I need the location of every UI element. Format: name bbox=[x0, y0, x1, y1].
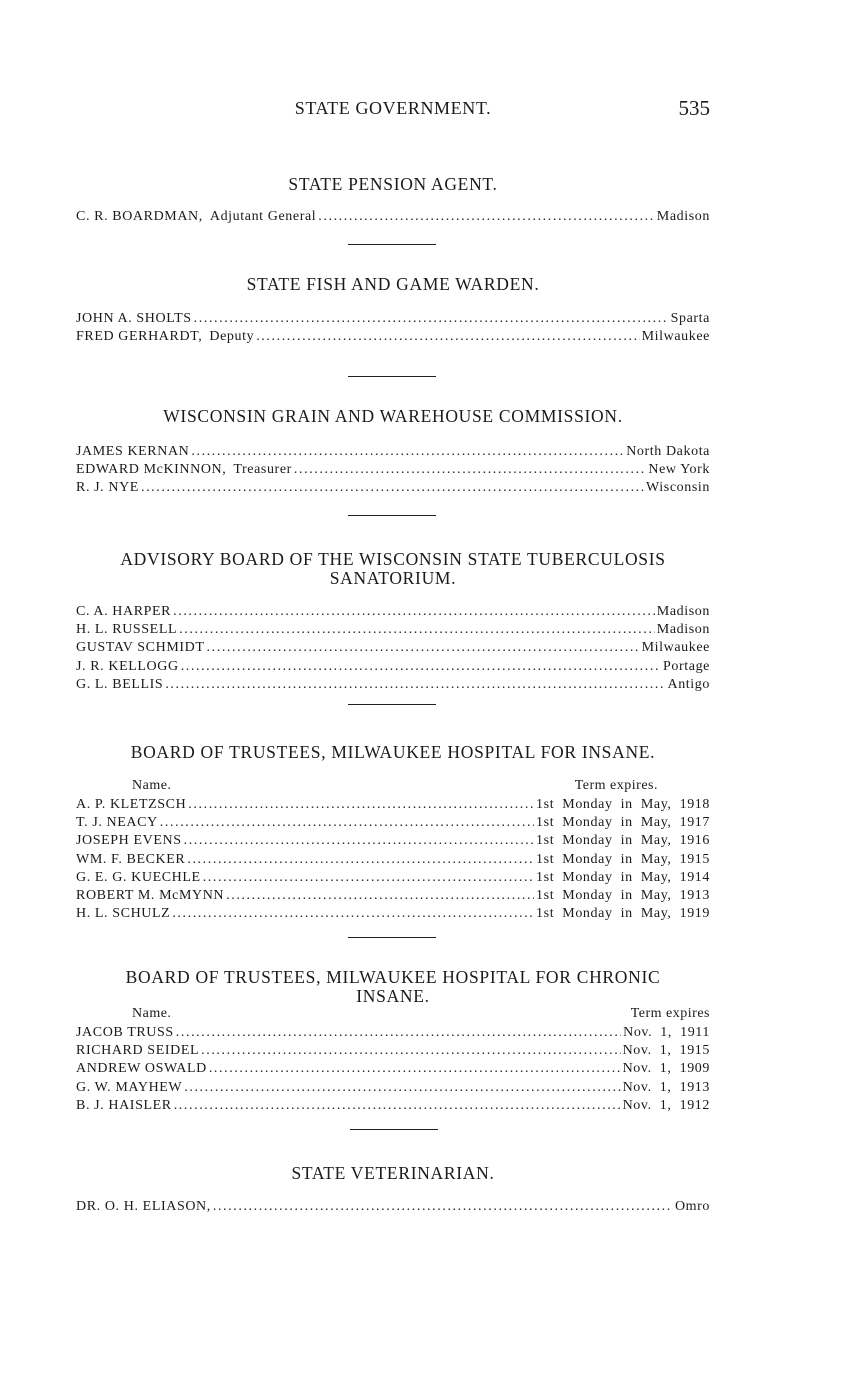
entry-list bbox=[76, 208, 710, 226]
dot-leader bbox=[256, 328, 639, 346]
dot-leader bbox=[187, 851, 534, 869]
entry-name: R. J. NYE bbox=[76, 480, 139, 496]
entry-place: North Dakota bbox=[626, 444, 710, 459]
section-divider bbox=[348, 515, 436, 516]
dot-leader bbox=[141, 479, 644, 497]
entry-term: 1st Monday in May, 1918 bbox=[536, 797, 710, 812]
section-pension-agent bbox=[76, 175, 710, 226]
section-title: STATE PENSION AGENT. bbox=[288, 174, 498, 194]
dot-leader bbox=[226, 887, 534, 905]
dot-leader bbox=[172, 905, 534, 923]
dot-leader bbox=[201, 1042, 620, 1060]
section-title: BOARD OF TRUSTEES, MILWAUKEE HOSPITAL FOR INSANE. bbox=[130, 742, 656, 762]
section-title-line: INSANE. bbox=[356, 986, 430, 1006]
entry-list bbox=[76, 1198, 710, 1216]
entry-row bbox=[76, 814, 710, 832]
dot-leader bbox=[294, 461, 647, 479]
section-title: STATE VETERINARIAN. bbox=[291, 1163, 495, 1183]
section-grain-warehouse bbox=[76, 407, 710, 498]
dot-leader bbox=[191, 443, 624, 461]
entry-term: Nov. 1, 1909 bbox=[622, 1061, 710, 1077]
entry-term: 1st Monday in May, 1917 bbox=[536, 815, 710, 831]
entry-row bbox=[76, 869, 710, 887]
entry-row bbox=[76, 1060, 710, 1078]
dot-leader bbox=[165, 676, 665, 694]
entry-term: Nov. 1, 1915 bbox=[622, 1043, 710, 1059]
entry-term: 1st Monday in May, 1913 bbox=[536, 888, 710, 904]
entry-row bbox=[76, 1097, 710, 1115]
entry-place: Antigo bbox=[667, 676, 710, 692]
entry-name: J. R. KELLOGG bbox=[76, 658, 179, 674]
running-head-title: STATE GOVERNMENT. bbox=[294, 98, 492, 118]
section-title-line: ADVISORY BOARD OF THE WISCONSIN STATE TUBERCULOSIS bbox=[120, 549, 666, 569]
entry-row bbox=[76, 851, 710, 869]
document-page bbox=[76, 0, 710, 1380]
section-divider bbox=[350, 1129, 438, 1130]
entry-place: Portage bbox=[663, 658, 710, 674]
entry-list bbox=[76, 603, 710, 694]
entry-name: G. E. G. KUECHLE bbox=[76, 869, 201, 885]
page-number: 535 bbox=[678, 96, 710, 120]
entry-name: EDWARD McKINNON, bbox=[76, 462, 227, 478]
entry-row bbox=[76, 658, 710, 676]
dot-leader bbox=[184, 832, 534, 850]
section-trustees-insane bbox=[76, 743, 710, 923]
entry-name: G. L. BELLIS bbox=[76, 676, 164, 692]
section-state-veterinarian bbox=[76, 1164, 710, 1216]
entry-row bbox=[76, 832, 710, 850]
entry-list bbox=[76, 310, 710, 346]
entry-name: WM. F. BECKER bbox=[76, 851, 186, 867]
entry-name: JOHN A. SHOLTS bbox=[76, 311, 192, 326]
entry-name: B. J. HAISLER bbox=[76, 1097, 172, 1113]
entry-name: JOSEPH EVENS bbox=[76, 833, 182, 849]
entry-row bbox=[76, 905, 710, 923]
entry-place: Sparta bbox=[670, 311, 710, 326]
entry-row bbox=[76, 621, 710, 639]
entry-row bbox=[76, 796, 710, 814]
column-header-name: Name. bbox=[132, 1006, 172, 1021]
dot-leader bbox=[173, 603, 655, 621]
section-title bbox=[76, 550, 710, 588]
dot-leader bbox=[179, 621, 655, 639]
entry-name: G. W. MAYHEW bbox=[76, 1079, 183, 1095]
entry-term: 1st Monday in May, 1916 bbox=[536, 833, 710, 849]
entry-row bbox=[76, 310, 710, 328]
section-title: STATE FISH AND GAME WARDEN. bbox=[246, 274, 540, 294]
entry-place: Madison bbox=[656, 209, 710, 224]
entry-row bbox=[76, 479, 710, 497]
entry-place: Milwaukee bbox=[641, 640, 710, 656]
dot-leader bbox=[174, 1097, 621, 1115]
entry-row bbox=[76, 208, 710, 226]
section-divider bbox=[348, 376, 436, 377]
entry-place: Milwaukee bbox=[641, 329, 710, 345]
entry-row bbox=[76, 676, 710, 694]
column-headers bbox=[76, 1006, 710, 1022]
dot-leader bbox=[203, 869, 534, 887]
entry-place: Madison bbox=[656, 604, 710, 619]
dot-leader bbox=[184, 1079, 620, 1097]
entry-name: ROBERT M. McMYNN bbox=[76, 888, 225, 904]
entry-name: JAMES KERNAN bbox=[76, 444, 190, 459]
entry-term: Nov. 1, 1912 bbox=[622, 1097, 710, 1113]
column-header-name: Name. bbox=[132, 778, 172, 793]
entry-term: 1st Monday in May, 1915 bbox=[536, 851, 710, 867]
dot-leader bbox=[188, 796, 534, 814]
column-header-term: Term expires bbox=[630, 1006, 710, 1021]
dot-leader bbox=[318, 208, 655, 226]
entry-row bbox=[76, 1024, 710, 1042]
dot-leader bbox=[176, 1024, 621, 1042]
entry-row bbox=[76, 1042, 710, 1060]
section-divider bbox=[348, 244, 436, 245]
entry-place: Omro bbox=[674, 1199, 710, 1214]
dot-leader bbox=[213, 1198, 673, 1216]
entry-term: 1st Monday in May, 1914 bbox=[536, 869, 710, 885]
entry-list bbox=[76, 796, 710, 923]
column-headers bbox=[76, 778, 710, 794]
dot-leader bbox=[207, 639, 640, 657]
running-head bbox=[76, 98, 710, 124]
section-title bbox=[76, 968, 710, 1006]
entry-place: Madison bbox=[656, 622, 710, 638]
entry-name: A. P. KLETZSCH bbox=[76, 797, 187, 812]
entry-name: RICHARD SEIDEL bbox=[76, 1043, 200, 1059]
section-title: WISCONSIN GRAIN AND WAREHOUSE COMMISSION. bbox=[163, 406, 623, 426]
entry-name: JACOB TRUSS bbox=[76, 1025, 174, 1040]
dot-leader bbox=[209, 1060, 621, 1078]
section-divider bbox=[348, 937, 436, 938]
entry-name: ANDREW OSWALD bbox=[76, 1061, 207, 1077]
entry-row bbox=[76, 887, 710, 905]
dot-leader bbox=[160, 814, 534, 832]
entry-name: DR. O. H. ELIASON, bbox=[76, 1199, 211, 1214]
entry-row bbox=[76, 443, 710, 461]
entry-list bbox=[76, 1024, 710, 1115]
entry-role: Treasurer bbox=[233, 462, 292, 478]
entry-role: Adjutant General bbox=[209, 209, 317, 224]
entry-row bbox=[76, 1079, 710, 1097]
entry-row bbox=[76, 639, 710, 657]
entry-name: FRED GERHARDT, bbox=[76, 329, 203, 345]
entry-name: T. J. NEACY bbox=[76, 815, 158, 831]
entry-row bbox=[76, 1198, 710, 1216]
entry-row bbox=[76, 461, 710, 479]
entry-term: Nov. 1, 1913 bbox=[622, 1079, 710, 1095]
entry-list bbox=[76, 443, 710, 498]
entry-name: H. L. RUSSELL bbox=[76, 622, 178, 638]
entry-role: Deputy bbox=[209, 329, 255, 345]
section-advisory-board bbox=[76, 550, 710, 694]
section-divider bbox=[348, 704, 436, 705]
entry-name: C. R. BOARDMAN, bbox=[76, 209, 203, 224]
entry-name: H. L. SCHULZ bbox=[76, 906, 171, 922]
entry-name: C. A. HARPER bbox=[76, 604, 172, 619]
column-header-term: Term expires. bbox=[574, 778, 658, 793]
entry-term: Nov. 1, 1911 bbox=[623, 1025, 710, 1040]
entry-place: Wisconsin bbox=[646, 480, 710, 496]
section-title-line: SANATORIUM. bbox=[329, 568, 457, 588]
section-title-line: BOARD OF TRUSTEES, MILWAUKEE HOSPITAL FOR CHRONIC bbox=[125, 967, 661, 987]
section-fish-game-warden bbox=[76, 275, 710, 346]
section-trustees-chronic-insane bbox=[76, 968, 710, 1115]
dot-leader bbox=[194, 310, 669, 328]
entry-term: 1st Monday in May, 1919 bbox=[536, 906, 710, 922]
entry-name: GUSTAV SCHMIDT bbox=[76, 640, 205, 656]
dot-leader bbox=[181, 658, 661, 676]
entry-place: New York bbox=[648, 462, 710, 478]
entry-row bbox=[76, 603, 710, 621]
entry-row bbox=[76, 328, 710, 346]
